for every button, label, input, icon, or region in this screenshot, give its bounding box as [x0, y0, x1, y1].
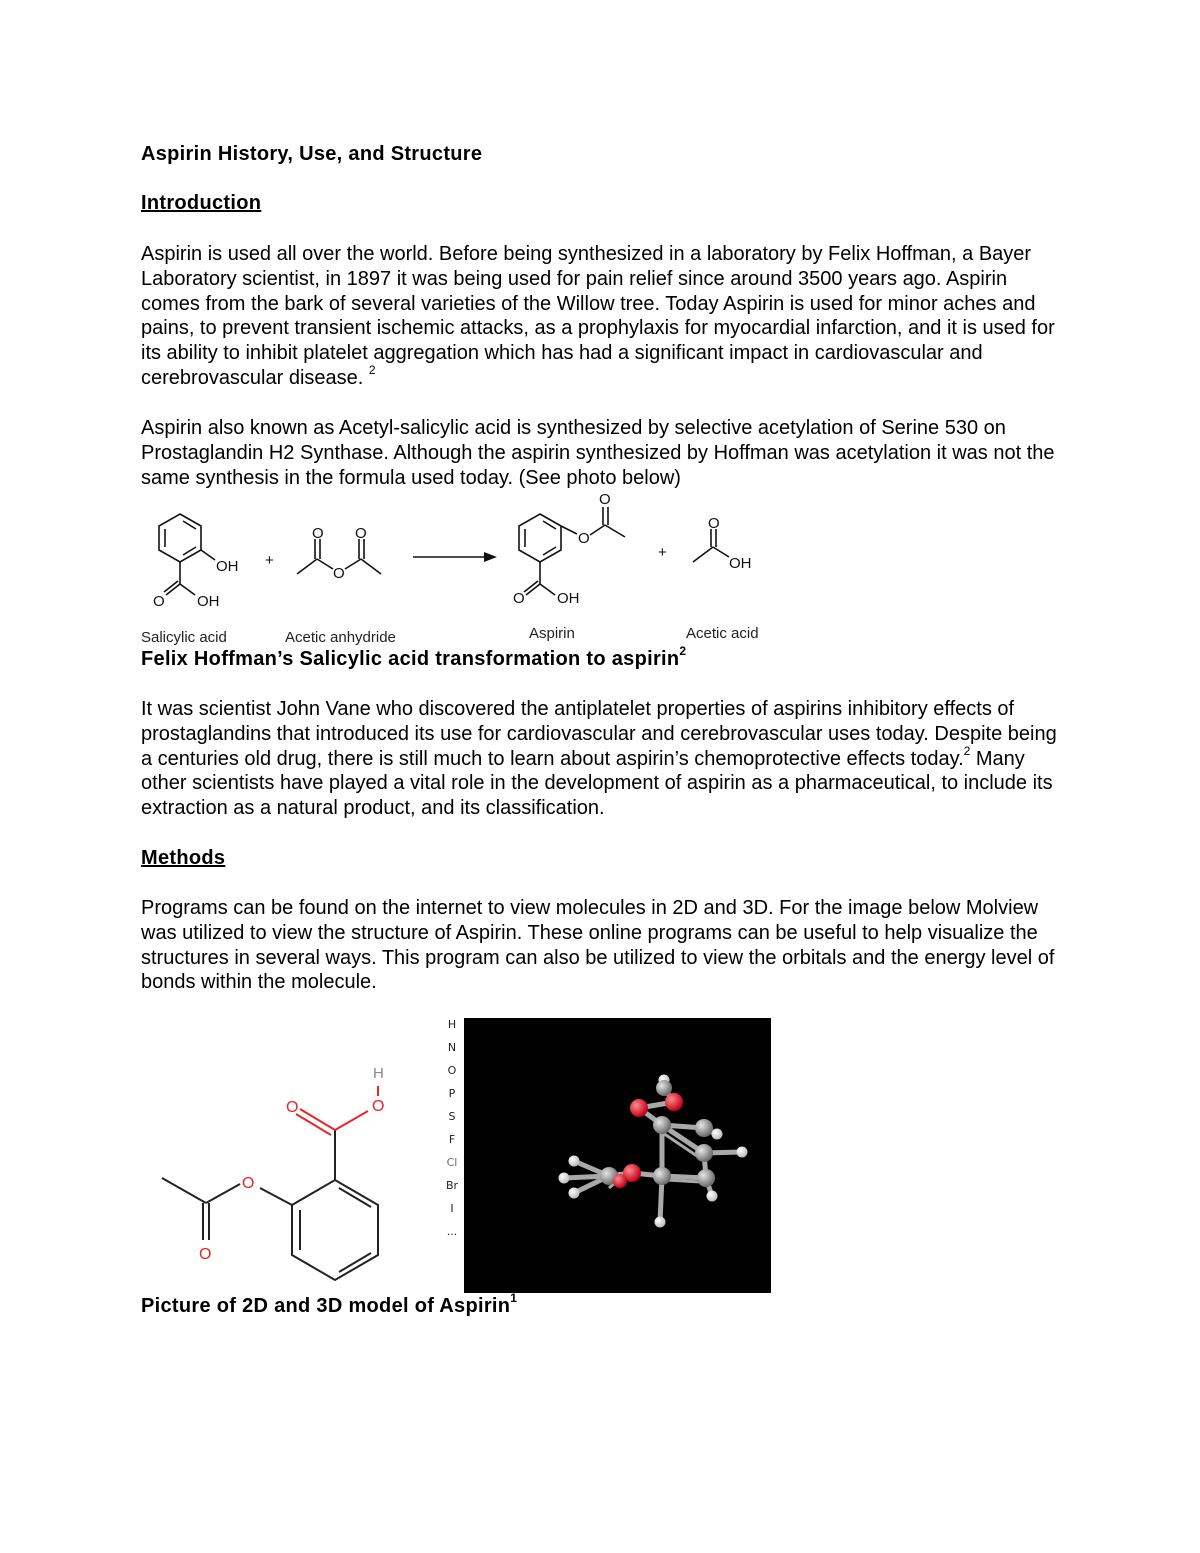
- svg-text:O: O: [355, 525, 367, 542]
- element-o[interactable]: O: [447, 1064, 457, 1077]
- element-s[interactable]: S: [448, 1110, 456, 1123]
- element-more[interactable]: ...: [446, 1225, 458, 1238]
- svg-text:O: O: [513, 590, 525, 607]
- element-p[interactable]: P: [448, 1087, 456, 1100]
- svg-text:O: O: [242, 1175, 255, 1192]
- reference-superscript: 1: [510, 1291, 518, 1306]
- element-br[interactable]: Br: [445, 1179, 459, 1192]
- acetic-acid-label: Acetic acid: [686, 625, 759, 642]
- salicylic-acid-structure: [159, 514, 215, 595]
- svg-text:OH: OH: [557, 590, 580, 607]
- element-cl[interactable]: Cl: [446, 1156, 458, 1169]
- svg-text:O: O: [312, 525, 324, 542]
- reaction-arrow: [413, 552, 497, 562]
- svg-text:OH: OH: [729, 555, 752, 572]
- document-title: Aspirin History, Use, and Structure: [141, 143, 483, 165]
- salicylic-acid-label: Salicylic acid: [141, 629, 227, 646]
- element-h[interactable]: H: [447, 1018, 457, 1031]
- intro-paragraph-3b-text: Many other scientists have played a vital role in the development of aspirin as a pharmaceutical, to include its extraction as a natural product, and its classification.: [141, 747, 1053, 820]
- intro-paragraph-1: [141, 242, 1071, 391]
- plus-sign: +: [265, 552, 274, 569]
- element-f[interactable]: F: [448, 1133, 456, 1146]
- acetic-anhydride-label: Acetic anhydride: [285, 629, 396, 646]
- aspirin-2d-structure: [150, 1060, 400, 1295]
- svg-text:O: O: [708, 515, 720, 532]
- svg-text:H: H: [373, 1065, 384, 1082]
- element-legend: [440, 1018, 464, 1248]
- molecule-3d-viewer[interactable]: [464, 1018, 771, 1293]
- reaction-caption-text: Felix Hoffman’s Salicylic acid transformation to aspirin: [141, 648, 680, 670]
- plus-sign: +: [658, 544, 667, 561]
- model-caption: [141, 1291, 518, 1318]
- svg-text:O: O: [286, 1099, 299, 1116]
- reference-superscript: 2: [368, 363, 376, 378]
- methods-heading: Methods: [141, 847, 226, 869]
- svg-text:OH: OH: [216, 558, 239, 575]
- element-i[interactable]: I: [450, 1202, 454, 1215]
- aspirin-3d-model: [464, 1018, 771, 1293]
- svg-text:O: O: [578, 530, 590, 547]
- svg-text:O: O: [333, 565, 345, 582]
- aspirin-structure: [519, 507, 625, 595]
- element-n[interactable]: N: [447, 1041, 457, 1054]
- reaction-scheme-figure: [135, 491, 785, 650]
- reference-superscript: 2: [679, 644, 687, 659]
- intro-paragraph-3: [141, 697, 1071, 821]
- intro-paragraph-3a-text: It was scientist John Vane who discovered the antiplatelet properties of aspirins inhibitory effects of prostaglandins that introduced its use for cardiovascular and cerebrovascular uses today. Despite being a centuries old drug, there is still much to learn about aspirin’s chemoprotective effects today.: [141, 698, 1057, 770]
- intro-paragraph-1-text: Aspirin is used all over the world. Before being synthesized in a laboratory by Felix Hoffman, a Bayer Laboratory scientist, in 1897 it was being used for pain relief since around 3500 years ago. Aspirin comes from the bark of several varieties of the Willow tree. Today Aspirin is used for minor aches and pains, to prevent transient ischemic attacks, as a prophylaxis for myocardial infarction, and it is used for its ability to inhibit platelet aggregation which has had a significant impact in cardiovascular and cerebrovascular disease.: [141, 243, 1055, 389]
- svg-text:OH: OH: [197, 593, 220, 610]
- intro-paragraph-2: Aspirin also known as Acetyl-salicylic acid is synthesized by selective acetylation of Serine 530 on Prostaglandin H2 Synthase. Although the aspirin synthesized by Hoffman was acetylation it was not the same synthesis in the formula used today. (See photo below): [141, 417, 1055, 489]
- reaction-caption: [141, 644, 687, 671]
- aspirin-label: Aspirin: [529, 625, 575, 642]
- methods-paragraph: Programs can be found on the internet to view molecules in 2D and 3D. For the image below Molview was utilized to view the structure of Aspirin. These online programs can be useful to help visualize the structures in several ways. This program can also be utilized to view the orbitals and the energy level of bonds within the molecule.: [141, 897, 1055, 994]
- introduction-heading: Introduction: [141, 192, 262, 214]
- svg-text:O: O: [372, 1098, 385, 1115]
- reference-superscript: 2: [963, 743, 971, 758]
- svg-text:O: O: [599, 491, 611, 508]
- svg-text:O: O: [199, 1246, 212, 1263]
- svg-text:O: O: [153, 593, 165, 610]
- acetic-acid-structure: [693, 529, 729, 562]
- model-caption-text: Picture of 2D and 3D model of Aspirin: [141, 1295, 511, 1317]
